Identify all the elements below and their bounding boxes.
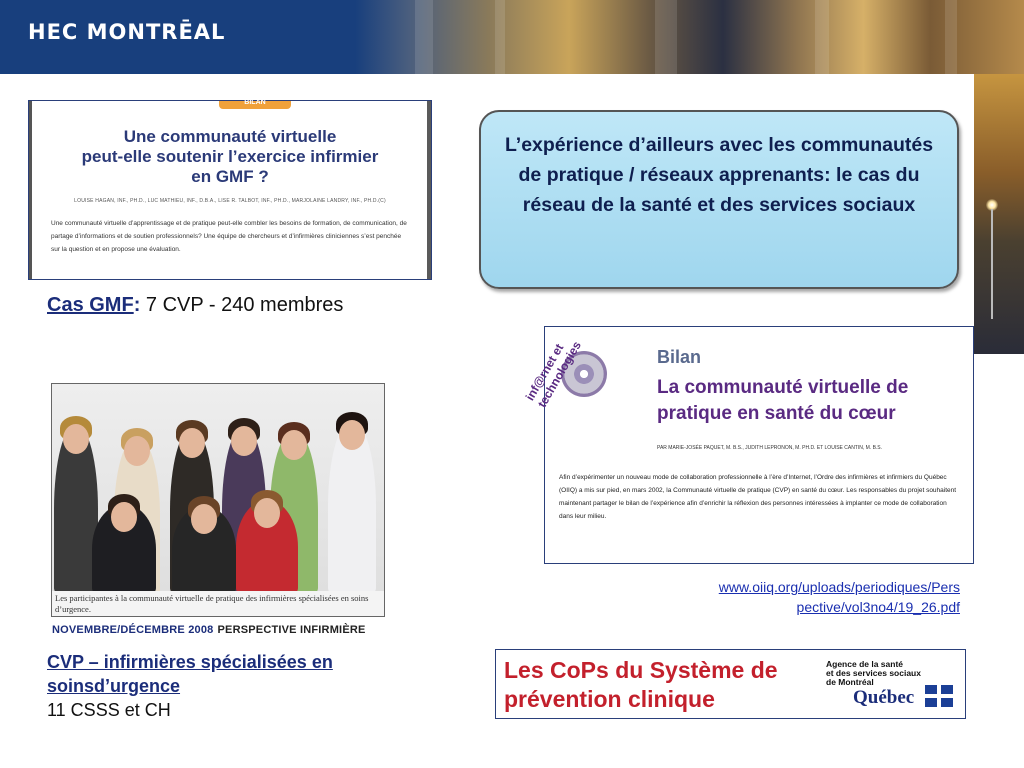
agency-line: de Montréal (826, 677, 874, 687)
group-photo (51, 383, 385, 617)
article-gmf-image (28, 100, 432, 280)
header-banner (0, 0, 1024, 74)
cvp-caption (47, 650, 407, 722)
magazine-issue: NOVEMBRE/DÉCEMBRE 2008 (52, 624, 214, 636)
agency-line: et des services sociaux (826, 668, 921, 678)
cvp-value: 11 CSSS et CH (47, 700, 171, 720)
person (172, 506, 236, 594)
quebec-wordmark: Québec (853, 687, 915, 708)
article-coeur-image (522, 326, 974, 564)
article-tab-label: BILAN (244, 99, 266, 106)
article2-title-line: pratique en santé du cœur (657, 403, 896, 424)
link-line[interactable]: pective/vol3no4/19_26.pdf (796, 599, 960, 615)
cas-gmf-colon: : (133, 294, 141, 316)
article2-title (657, 375, 908, 427)
magazine-name: PERSPECTIVE INFIRMIÈRE (217, 624, 366, 636)
article-title-line: peut-elle soutenir l’exercice infirmier (81, 147, 379, 166)
person (92, 504, 156, 594)
header-photo-strip (355, 0, 1024, 74)
inforoutes-logo-text: inf@rnet et technologies (522, 338, 584, 410)
cops-banner (495, 649, 966, 719)
cops-title-line: Les CoPs du Système de (504, 657, 778, 683)
cops-title (504, 656, 778, 714)
person (328, 420, 376, 594)
decorative-side-photo (974, 74, 1024, 354)
cas-gmf-caption (47, 294, 343, 317)
hec-montreal-logo: HEC MONTRĒAL (28, 20, 226, 44)
callout-text: L’expérience d’ailleurs avec les communautés de pratique / réseaux apprenants: le cas du réseau de la santé et des services sociaux (504, 134, 934, 216)
article-title-line: en GMF ? (191, 167, 269, 186)
person (236, 500, 298, 594)
article-authors: LOUISE HAGAN, INF., PH.D., LUC MATHIEU, INF., D.B.A., LISE R. TALBOT, INF., PH.D., MARJOLAINE LANDRY, INF., PH.D.(C) (74, 198, 386, 204)
oiiq-pdf-link[interactable] (640, 577, 960, 617)
agency-name (826, 660, 921, 687)
cas-gmf-value: 7 CVP - 240 membres (140, 294, 344, 316)
article2-authors: PAR MARIE-JOSÉE PAQUET, M. B.S., JUDITH LEPRONON, M. PH.D. ET LOUISE CANTIN, M. B.S. (657, 445, 883, 451)
agency-line: Agence de la santé (826, 659, 904, 669)
article2-title-line: La communauté virtuelle de (657, 377, 909, 398)
cvp-label: CVP – infirmières spécialisées en soinsd’urgence (47, 652, 333, 696)
cas-gmf-label: Cas GMF (47, 294, 134, 316)
magazine-credit (52, 624, 366, 636)
article-title (29, 127, 431, 187)
link-line[interactable]: www.oiiq.org/uploads/periodiques/Pers (718, 579, 960, 595)
article-title-line: Une communauté virtuelle (123, 127, 337, 146)
article2-abstract: Afin d’expérimenter un nouveau mode de collaboration professionnelle à l’ère d’Internet, l’Ordre des infirmières et infirmiers du Québec (OIIQ) a mis sur pied, en mars 2002, la Communauté virtuelle de pratique (CVP) en santé du cœur. Les responsables du projet souhaitent maintenant partager le bilan de l’expérience afin d’enrichir la réflexion des personnes intéressées à implanter ce mode de collaboration dans leur milieu. (559, 474, 957, 520)
photo-caption: Les participantes à la communauté virtuelle de pratique des infirmières spécialisées en soins d’urgence. (55, 593, 369, 614)
quebec-flag-icon (925, 685, 953, 707)
callout-box (479, 110, 959, 289)
cops-title-line: prévention clinique (504, 686, 715, 712)
article-abstract: Une communauté virtuelle d’apprentissage et de pratique peut-elle combler les besoins de formation, de communication, de partage d’informations et de soutien professionnels? Une équipe de chercheurs et d’infirmières cliniciennes s’est penchée sur la question et en propose une évaluation. (51, 220, 407, 253)
article2-heading: Bilan (657, 347, 702, 367)
